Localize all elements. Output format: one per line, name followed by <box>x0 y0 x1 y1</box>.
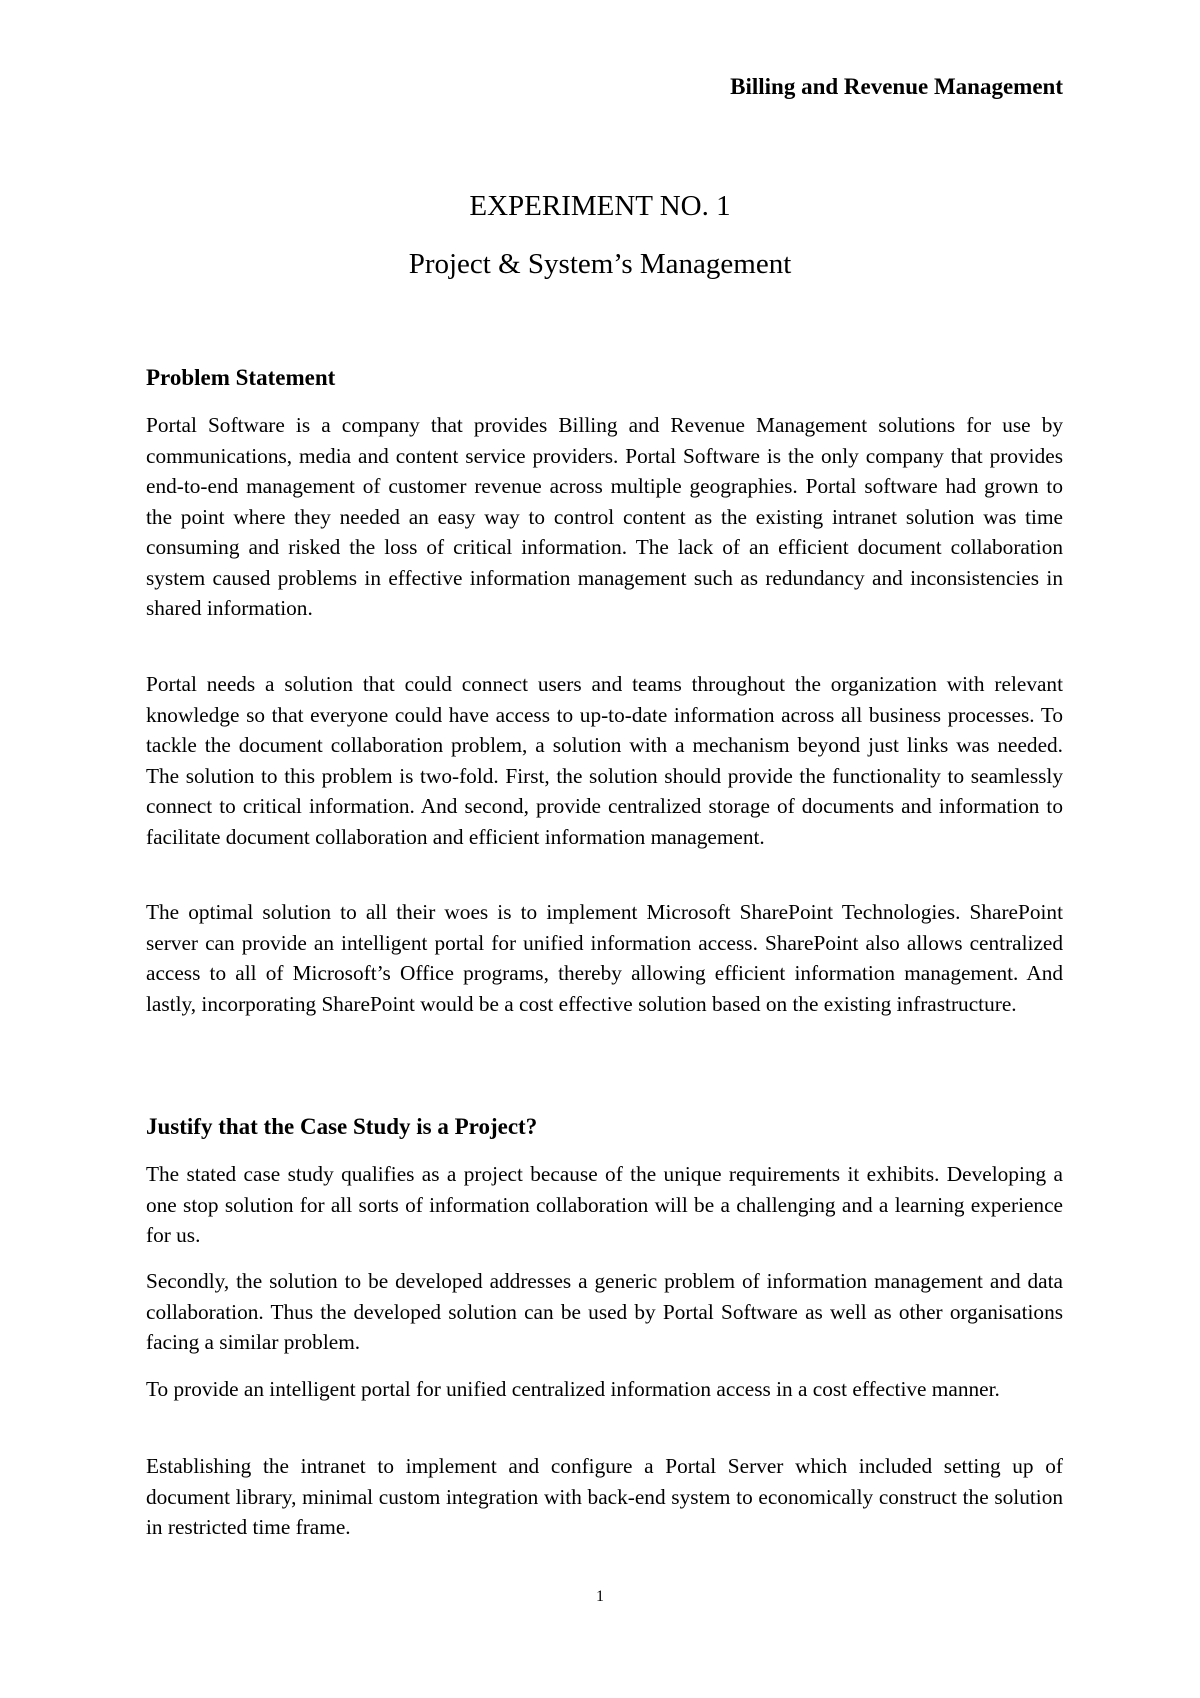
experiment-subtitle: Project & System’s Management <box>408 248 792 280</box>
paragraph: The optimal solution to all their woes is to implement Microsoft SharePoint Technologies. SharePoint server can provide an intelligent portal for unified information access. SharePoint also allows centralized access to all of Microsoft’s Office programs, thereby allowing efficient information management. And lastly, incorporating SharePoint would be a cost effective solution based on the existing infrastructure. <box>146 900 1063 1016</box>
section-heading-problem-statement: Problem Statement <box>146 365 336 390</box>
paragraph: Secondly, the solution to be developed addresses a generic problem of information management and data collaboration. Thus the developed solution can be used by Portal Software as well as other organisations facing a similar problem. <box>146 1269 1063 1354</box>
running-header: Billing and Revenue Management <box>730 74 1063 99</box>
page-number: 1 <box>596 1588 604 1605</box>
paragraph: Portal Software is a company that provides Billing and Revenue Management solutions for use by communications, media and content service providers. Portal Software is the only company that provides end-to-end management of customer revenue across multiple geographies. Portal software had grown to the point where they needed an easy way to control content as the existing intranet solution was time consuming and risked the loss of critical information. The lack of an efficient document collaboration system caused problems in effective information management such as redundancy and inconsistencies in shared information. <box>146 413 1063 620</box>
section-heading-justify-project: Justify that the Case Study is a Project? <box>146 1114 538 1139</box>
experiment-title: EXPERIMENT NO. 1 <box>469 190 731 222</box>
paragraph: The stated case study qualifies as a project because of the unique requirements it exhibits. Developing a one stop solution for all sorts of information collaboration will be a challenging and a learning experience for us. <box>146 1162 1063 1247</box>
paragraph: To provide an intelligent portal for unified centralized information access in a cost effective manner. <box>146 1377 1000 1401</box>
paragraph: Portal needs a solution that could connect users and teams throughout the organization with relevant knowledge so that everyone could have access to up-to-date information across all business processes. To tackle the document collaboration problem, a solution with a mechanism beyond just links was needed. The solution to this problem is two-fold. First, the solution should provide the functionality to seamlessly connect to critical information. And second, provide centralized storage of documents and information to facilitate document collaboration and efficient information management. <box>146 672 1063 849</box>
paragraph: Establishing the intranet to implement and configure a Portal Server which included setting up of document library, minimal custom integration with back-end system to economically construct the solution in restricted time frame. <box>146 1454 1063 1539</box>
